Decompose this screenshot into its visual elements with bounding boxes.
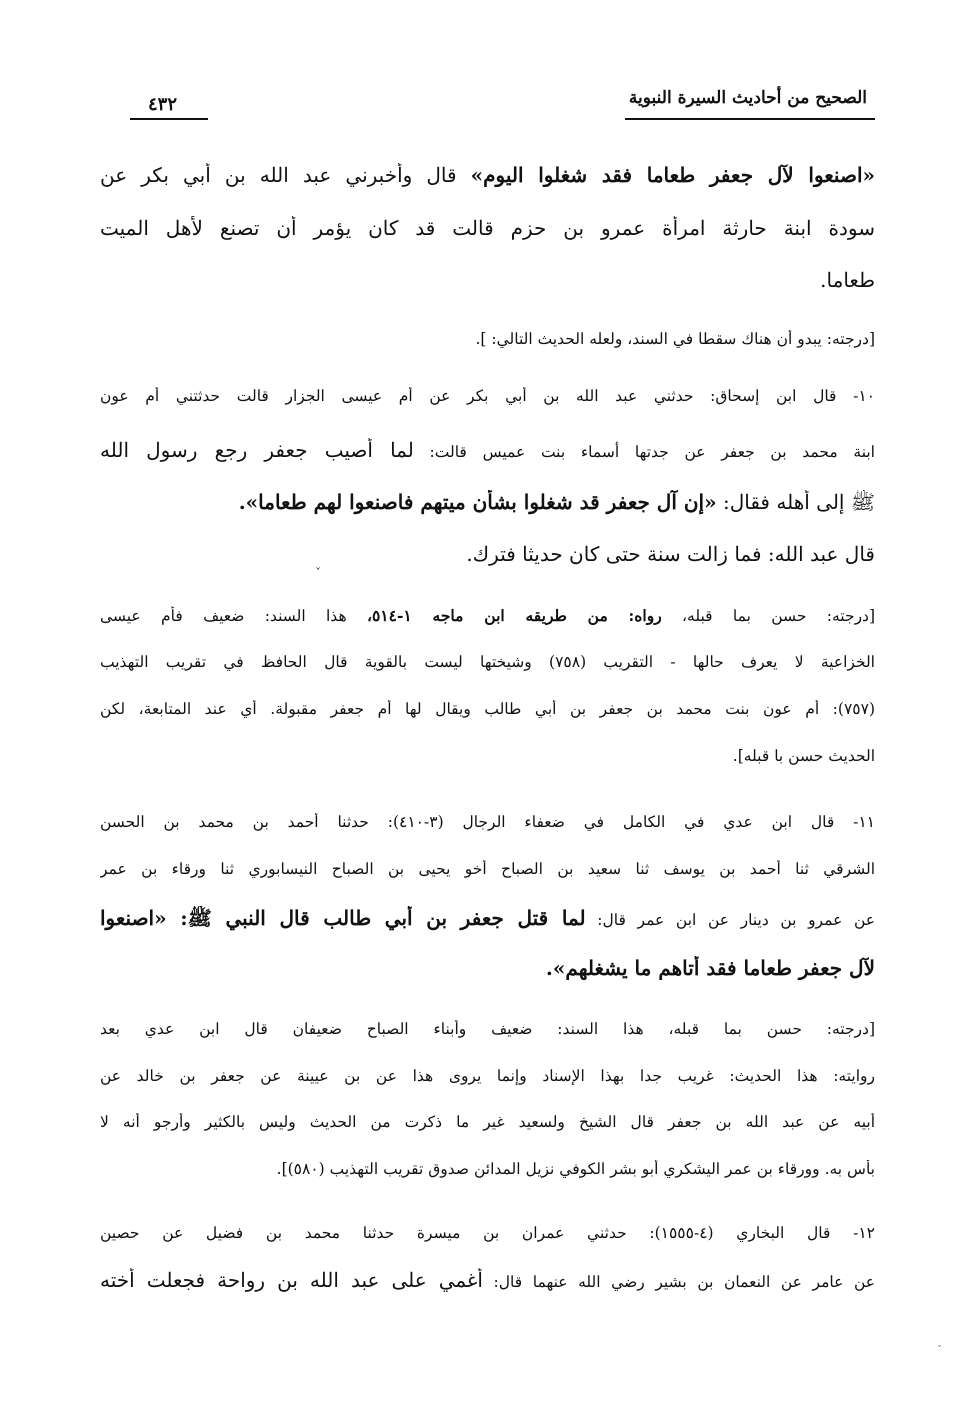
- grading-note: [درجته: حسن بما قبله، هذا السند: ضعيف وأبناء الصباح ضعيفان قال ابن عدي بعد: [100, 1020, 875, 1038]
- running-title: الصحيح من أحاديث السيرة النبوية: [628, 88, 867, 108]
- grading-note: بأس به. وورقاء بن عمر اليشكري أبو بشر الكوفي نزيل المدائن صدوق تقريب التهذيب (٥٨٠)].: [276, 1160, 875, 1178]
- hadith-line: ابنة محمد بن جعفر عن جدتها أسماء بنت عميس قالت: لما أصيب جعفر رجع رسول الله: [100, 438, 875, 462]
- hadith-line: عن عامر عن النعمان بن بشير رضي الله عنهما قال: أغمي على عبد الله بن رواحة فجعلت أخته: [100, 1268, 875, 1292]
- hadith-line: ﷺ إلى أهله فقال: «إن آل جعفر قد شغلوا بشأن ميتهم فاصنعوا لهم طعاما».: [238, 490, 875, 514]
- text-line: طعاما.: [820, 268, 875, 292]
- grading-note: [درجته: حسن بما قبله، رواه: من طريقه ابن ماجه ١-٥١٤، هذا السند: ضعيف فأم عيسى: [100, 606, 875, 625]
- grading-note: الحديث حسن با قبله].: [732, 747, 875, 765]
- hadith-line: [100, 956, 875, 980]
- page-header: [110, 88, 875, 134]
- text-line: سودة ابنة حارثة امرأة عمرو بن حزم قالت قد كان يؤمر أن تصنع لأهل الميت: [100, 216, 875, 240]
- hadith-quote: «اصنعوا لآل جعفر طعاما فقد شغلوا اليوم»: [470, 163, 875, 187]
- grading-note: (٧٥٧): أم عون بنت محمد بن جعفر بن أبي طالب ويقال لها أم جعفر مقبولة. أي عند المتابعة، لكن: [100, 700, 875, 718]
- hadith-line: ١٢- قال البخاري (٤-١٥٥٥): حدثني عمران بن ميسرة حدثنا محمد بن فضيل عن حصين: [100, 1224, 875, 1242]
- hadith-line: ١٠- قال ابن إسحاق: حدثني عبد الله بن أبي بكر عن أم عيسى الجزار قالت حدثتني أم عون: [100, 387, 875, 405]
- hadith-line: الشرقي ثنا أحمد بن يوسف ثنا سعيد بن الصباح أخو يحيى بن الصباح النيسابوري ثنا ورقاء بن عمر: [100, 860, 875, 878]
- grading-note: أبيه عن عبد الله بن جعفر قال الشيخ ولسعيد غير ما ذكرت من الحديث وليس بالكثير وأرجو أنه لا: [100, 1113, 875, 1131]
- hadith-line: عن عمرو بن دينار عن ابن عمر قال: لما قتل جعفر بن أبي طالب قال النبي ﷺ: «اصنعوا: [100, 906, 875, 930]
- grading-note: [درجته: يبدو أن هناك سقطا في السند، ولعله الحديث التالي: ].: [475, 330, 875, 348]
- hadith-line: ١١- قال ابن عدي في الكامل في ضعفاء الرجال (٣-٤١٠): حدثنا أحمد بن محمد بن الحسن: [100, 813, 875, 831]
- grading-note: روايته: هذا الحديث: غريب جدا بهذا الإسناد وإنما يروى هذا عن بن عيينة عن جعفر بن خالد عن: [100, 1067, 875, 1085]
- ink-mark: ˇ: [315, 566, 321, 580]
- page-number: ٤٣٢: [148, 94, 178, 115]
- hadith-line: قال عبد الله: فما زالت سنة حتى كان حديثا فترك.: [466, 542, 875, 566]
- text-line: «اصنعوا لآل جعفر طعاما فقد شغلوا اليوم» قال وأخبرني عبد الله بن أبي بكر عن: [100, 163, 875, 187]
- header-rule-left: [130, 118, 208, 120]
- hadith-quote: «إن آل جعفر قد شغلوا بشأن ميتهم فاصنعوا لهم طعاما».: [238, 490, 717, 514]
- header-rule-right: [625, 118, 875, 120]
- hadith-quote: لآل جعفر طعاما فقد أتاهم ما يشغلهم».: [545, 956, 875, 980]
- grading-note: الخزاعية لا يعرف حالها - التقريب (٧٥٨) وشيختها ليست بالقوية قال الحافظ في تقريب التهذيب: [100, 653, 875, 671]
